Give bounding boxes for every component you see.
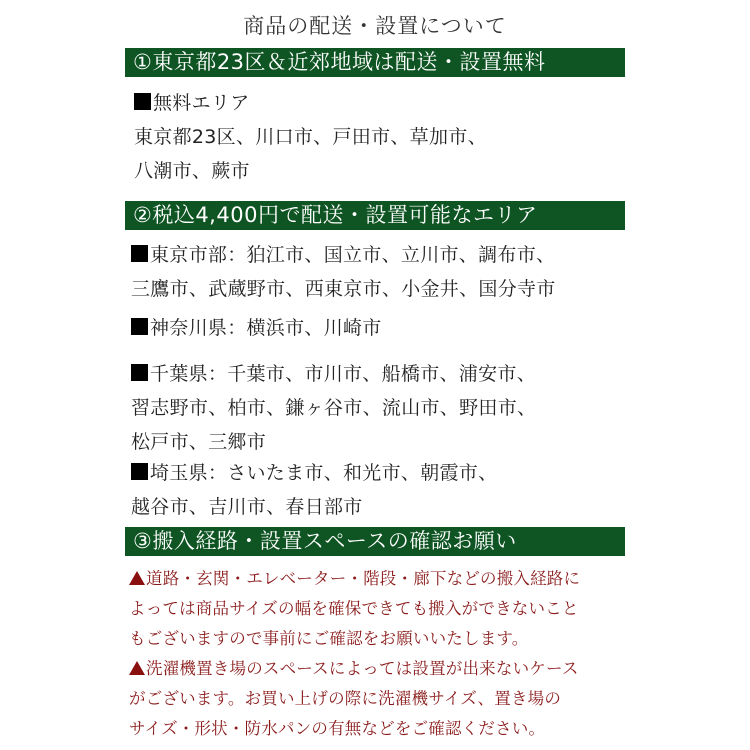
- saitama-cities-line: 越谷市、吉川市、春日部市: [131, 496, 363, 518]
- free-area-line: 八潮市、蕨市: [134, 160, 250, 182]
- saitama-cities-line: [131, 456, 497, 490]
- free-area-label-line: [134, 86, 487, 120]
- free-area-label: 無料エリア: [153, 92, 250, 114]
- square-bullet-icon: [131, 245, 148, 262]
- square-bullet-icon: [131, 364, 148, 381]
- tokyo-cities-group: [131, 238, 556, 306]
- square-bullet-icon: [134, 93, 151, 110]
- tokyo-cities-text: 東京市部：狛江市、国立市、立川市、調布市、: [150, 244, 556, 266]
- kanagawa-cities-text: 神奈川県：横浜市、川崎市: [150, 317, 382, 339]
- chiba-cities-line: 習志野市、柏市、鎌ヶ谷市、流山市、野田市、: [131, 397, 537, 419]
- square-bullet-icon: [131, 463, 148, 480]
- warning-triangle-icon: [129, 571, 145, 585]
- tokyo-cities-line: 三鷹市、武蔵野市、西東京市、小金井、国分寺市: [131, 278, 556, 300]
- saitama-cities-text: 埼玉県：さいたま市、和光市、朝霞市、: [150, 462, 498, 484]
- chiba-cities-text: 千葉県：千葉市、市川市、船橋市、浦安市、: [150, 363, 537, 385]
- section-header-carry-in-check: ③搬入経路・設置スペースの確認お願い: [125, 527, 625, 556]
- notice-line: もございますので事前にご確認をお願いいたします。: [129, 629, 529, 648]
- notice-line: [129, 564, 580, 594]
- free-area-group: [134, 86, 487, 188]
- kanagawa-cities-group: [131, 311, 382, 345]
- section-header-paid-delivery: ②税込4,400円で配送・設置可能なエリア: [125, 201, 625, 230]
- notice-line: よっては商品サイズの幅を確保できても搬入ができないこと: [129, 599, 579, 618]
- warning-triangle-icon: [129, 661, 145, 675]
- chiba-cities-group: [131, 357, 536, 459]
- notice-line: がございます。お買い上げの際に洗濯機サイズ、置き場の: [129, 689, 562, 708]
- notice-installation-space: [129, 654, 579, 744]
- section-header-free-delivery: ①東京都23区＆近郊地域は配送・設置無料: [125, 48, 625, 77]
- free-area-line: 東京都23区、川口市、戸田市、草加市、: [134, 126, 487, 148]
- notice-line: サイズ・形状・防水パンの有無などをご確認ください。: [129, 719, 546, 738]
- page-title: 商品の配送・設置について: [243, 14, 507, 38]
- chiba-cities-line: 松戸市、三郷市: [131, 431, 267, 453]
- square-bullet-icon: [131, 318, 148, 335]
- notice-carry-in-route: [129, 564, 580, 654]
- kanagawa-cities-line: [131, 311, 382, 345]
- chiba-cities-line: [131, 357, 536, 391]
- notice-line: [129, 654, 579, 684]
- tokyo-cities-line: [131, 238, 556, 272]
- saitama-cities-group: [131, 456, 497, 524]
- notice-text: 洗濯機置き場のスペースによっては設置が出来ないケース: [146, 659, 579, 678]
- notice-text: 道路・玄関・エレベーター・階段・廊下などの搬入経路に: [146, 569, 581, 588]
